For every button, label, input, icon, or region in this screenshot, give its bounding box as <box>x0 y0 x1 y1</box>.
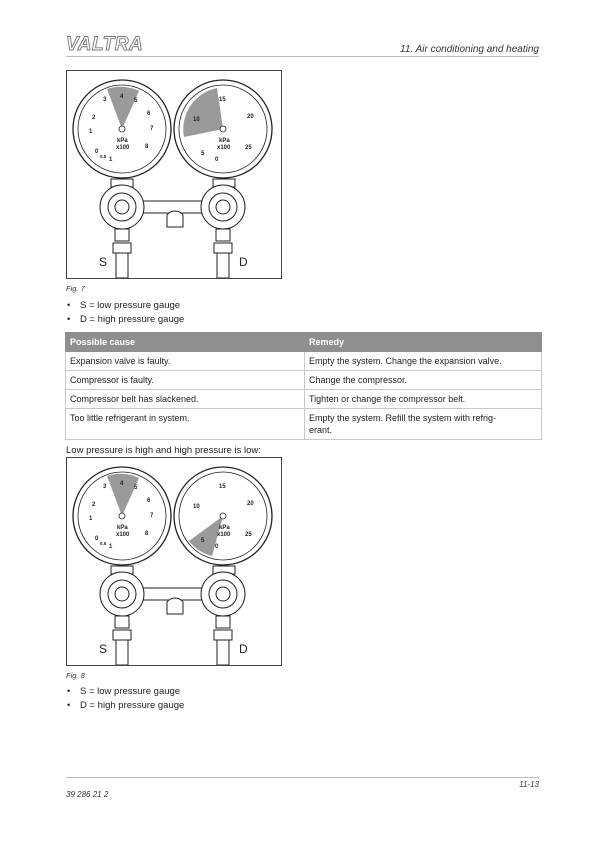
legend-item-s: • S = low pressure gauge <box>66 685 184 699</box>
remedy-cell: Empty the system. Change the expansion valve. <box>305 352 542 371</box>
svg-text:0: 0 <box>215 544 219 550</box>
legend-list-1 <box>66 299 184 326</box>
section-title: 11. Air conditioning and heating <box>400 44 539 55</box>
manifold-block <box>100 179 245 278</box>
document-number: 39 286 21 2 <box>66 790 109 799</box>
svg-text:kPa: kPa <box>219 138 230 144</box>
manifold-block <box>100 566 245 665</box>
svg-text:VALTRA: VALTRA <box>66 34 144 54</box>
cause-cell: Compressor belt has slackened. <box>66 390 305 409</box>
svg-text:0: 0 <box>215 157 219 163</box>
svg-text:1: 1 <box>109 157 113 163</box>
cause-remedy-table <box>65 332 542 440</box>
table-row <box>66 409 542 440</box>
figure-7-gauges <box>66 70 282 279</box>
high-pressure-gauge <box>174 467 272 565</box>
figure-8-caption: Fig. 8 <box>66 671 85 680</box>
svg-text:10: 10 <box>193 504 200 510</box>
svg-text:20: 20 <box>247 114 254 120</box>
footer-divider <box>66 777 539 778</box>
svg-text:6: 6 <box>147 498 151 504</box>
svg-text:5: 5 <box>134 98 138 104</box>
svg-text:6: 6 <box>147 111 151 117</box>
manifold-gauge-illustration-2 <box>67 458 281 665</box>
svg-text:8: 8 <box>145 531 149 537</box>
table-row <box>66 371 542 390</box>
table-header-row <box>66 333 542 352</box>
svg-text:2: 2 <box>92 115 96 121</box>
label-s: S <box>99 642 108 656</box>
legend-item-s: • S = low pressure gauge <box>66 299 184 313</box>
figure-8-gauges <box>66 457 282 666</box>
svg-text:2: 2 <box>92 502 96 508</box>
svg-text:5: 5 <box>201 538 205 544</box>
svg-text:1: 1 <box>109 544 113 550</box>
header-divider <box>66 56 539 57</box>
low-pressure-gauge <box>73 80 171 178</box>
svg-text:10: 10 <box>193 117 200 123</box>
remedy-cell: Empty the system. Refill the system with refrig- erant. <box>305 409 542 440</box>
label-s: S <box>99 255 108 269</box>
svg-text:4: 4 <box>120 481 124 487</box>
svg-text:15: 15 <box>219 484 226 490</box>
svg-text:4: 4 <box>120 94 124 100</box>
high-pressure-gauge <box>174 80 272 178</box>
remedy-cell: Tighten or change the compressor belt. <box>305 390 542 409</box>
svg-text:1: 1 <box>89 129 93 135</box>
svg-text:7: 7 <box>150 513 154 519</box>
svg-text:25: 25 <box>245 532 252 538</box>
svg-text:7: 7 <box>150 126 154 132</box>
manifold-gauge-illustration-1 <box>67 71 281 278</box>
svg-text:0.5: 0.5 <box>100 154 107 159</box>
figure-7-caption: Fig. 7 <box>66 284 85 293</box>
svg-text:5: 5 <box>201 151 205 157</box>
svg-text:kPa: kPa <box>219 525 230 531</box>
svg-text:1: 1 <box>89 516 93 522</box>
legend-list-2 <box>66 685 184 712</box>
intro-text: Low pressure is high and high pressure is low: <box>66 445 261 456</box>
svg-text:25: 25 <box>245 145 252 151</box>
svg-text:x100: x100 <box>116 532 130 538</box>
legend-item-d: • D = high pressure gauge <box>66 699 184 713</box>
cause-cell: Too little refrigerant in system. <box>66 409 305 440</box>
svg-text:3: 3 <box>103 97 107 103</box>
svg-text:kPa: kPa <box>117 525 128 531</box>
svg-text:5: 5 <box>134 485 138 491</box>
cause-cell: Expansion valve is faulty. <box>66 352 305 371</box>
svg-text:x100: x100 <box>116 145 130 151</box>
table-row <box>66 390 542 409</box>
svg-text:0: 0 <box>95 536 99 542</box>
header-remedy: Remedy <box>305 333 542 352</box>
svg-text:x100: x100 <box>217 145 231 151</box>
svg-text:0.5: 0.5 <box>100 541 107 546</box>
svg-text:8: 8 <box>145 144 149 150</box>
svg-text:20: 20 <box>247 501 254 507</box>
svg-text:0: 0 <box>95 149 99 155</box>
svg-text:x100: x100 <box>217 532 231 538</box>
label-d: D <box>239 642 248 656</box>
label-d: D <box>239 255 248 269</box>
svg-text:3: 3 <box>103 484 107 490</box>
cause-cell: Compressor is faulty. <box>66 371 305 390</box>
table-row <box>66 352 542 371</box>
low-pressure-gauge <box>73 467 171 565</box>
page-number: 11-13 <box>519 780 539 789</box>
svg-text:kPa: kPa <box>117 138 128 144</box>
legend-item-d: • D = high pressure gauge <box>66 313 184 327</box>
header-possible-cause: Possible cause <box>66 333 305 352</box>
remedy-cell: Change the compressor. <box>305 371 542 390</box>
svg-text:15: 15 <box>219 97 226 103</box>
